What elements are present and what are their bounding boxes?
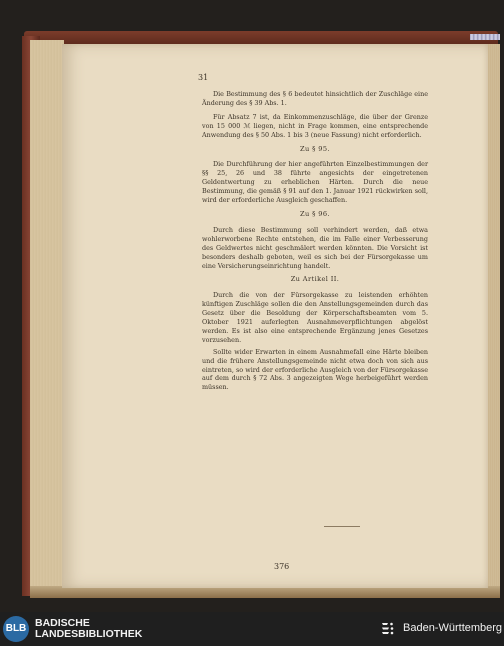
paragraph-6: Sollte wider Erwarten in einem Ausnahmefall eine Härte bleiben und die frühere Anstellungsgemeinde nicht etwa doch von sich aus eintreten, so wird der erforderliche Ausgleich von der Fürsorgekasse auf dem durch § 72 Abs. 3 angezeigten Wege herbeigeführt werden müssen. (202, 347, 428, 392)
paragraph-1: Die Bestimmung des § 6 bedeutet hinsichtlich der Zuschläge eine Änderung des § 39 Abs. 1. (202, 90, 428, 107)
text-block (202, 90, 428, 397)
page-stack-left (30, 40, 64, 592)
blb-wordmark[interactable] (35, 618, 142, 640)
footer-bar (0, 612, 504, 646)
section-heading-article-ii: Zu Artikel II. (290, 275, 340, 284)
bw-lions-emblem-icon (380, 620, 398, 638)
separator-rule (324, 526, 360, 527)
paragraph-2: Für Absatz 7 ist, da Einkommenzuschläge, die über der Grenze von 15 000 ℳ liegen, nicht in Frage kommen, eine entsprechende Anwendung des § 50 Abs. 1 bis 3 (neue Fassung) nicht erforderlich. (202, 112, 428, 139)
blb-line-2: LANDESBIBLIOTHEK (35, 628, 143, 640)
blb-line-1: BADISCHE (35, 617, 90, 629)
blb-logo[interactable]: BLB (3, 616, 29, 642)
page-stack-right (486, 44, 500, 594)
section-heading-95: Zu § 95. (299, 144, 330, 153)
paragraph-5: Durch die von der Fürsorgekasse zu leistenden erhöhten künftigen Zuschläge sollen die den Anstellungsgemeinden durch das Gesetz über die Besoldung der Körperschaftsbeamten vom 5. Oktober 1921 auferlegten Ausnahmeverpflichtungen abgelöst werden. Es ist also eine entsprechende Ergänzung jenes Gesetzes vorzusehen. (202, 291, 428, 344)
folio-number: 31 (198, 73, 209, 82)
paragraph-4: Durch diese Bestimmung soll verhindert werden, daß etwa wohlerworbene Rechte entstehen, die im Falle einer Verbesserung des Geldwertes nicht geschmälert werden könnten. Die Vorsicht ist besonders deshalb geboten, weil es sich bei der Fürsorgekasse um eine Versicherungseinrichtung handelt. (202, 225, 428, 270)
bw-wordmark[interactable]: Baden-Württemberg (403, 622, 503, 634)
book-top-edge (24, 31, 498, 45)
section-heading-96: Zu § 96. (299, 209, 330, 218)
color-calibration-strip (470, 34, 500, 40)
paragraph-3: Die Durchführung der hier angeführten Einzelbestimmungen der §§ 25, 26 und 38 führte angesichts der eingetretenen Geldentwertung zu erheblichen Härten. Durch die neue Bestimmung, die gemäß § 91 auf den 1. Januar 1921 rückwirken soll, wird der erforderliche Ausgleich geschaffen. (202, 160, 428, 205)
book-page (62, 44, 488, 588)
page-number: 376 (274, 562, 290, 571)
